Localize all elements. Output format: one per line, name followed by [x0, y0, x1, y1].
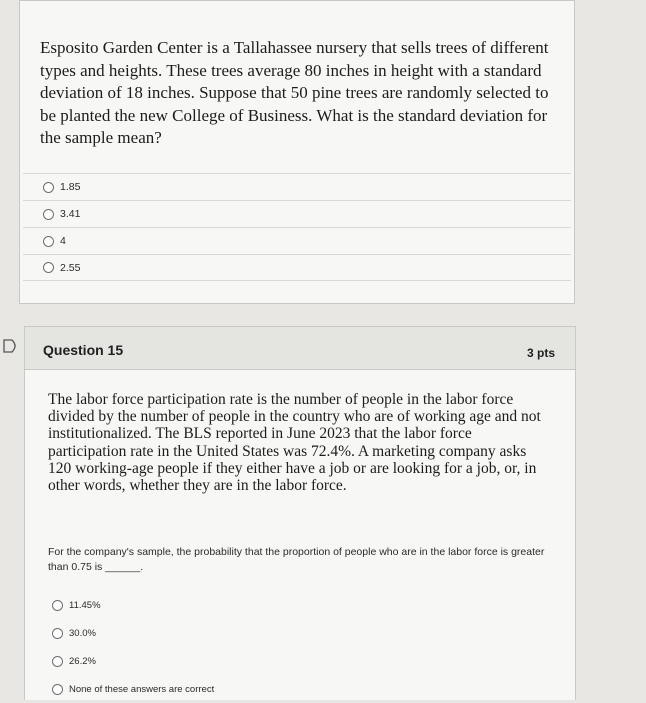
radio-button[interactable]	[43, 209, 54, 220]
answer-label: 1.85	[60, 181, 81, 193]
answer-label: 4	[60, 235, 66, 247]
question-14-answers	[23, 173, 571, 281]
answer-label: 2.55	[60, 261, 81, 274]
question-15-answers	[28, 591, 572, 703]
question-15-header	[25, 327, 575, 370]
answer-option[interactable]	[23, 227, 571, 254]
answer-label: None of these answers are correct	[69, 683, 215, 695]
radio-button[interactable]	[52, 656, 63, 667]
answer-option[interactable]	[23, 173, 571, 200]
question-15-prompt: For the company's sample, the probability that the proportion of people who are in the labor force is greater than 0.75 is ______.	[48, 546, 545, 573]
answer-option[interactable]	[23, 254, 571, 281]
radio-button[interactable]	[52, 600, 63, 611]
answer-option[interactable]	[28, 591, 572, 619]
question-14-text: Esposito Garden Center is a Tallahassee nursery that sells trees of different types and heights. These trees average 80 inches in height with a standard deviation of 18 inches. Suppose that 50 pine trees are randomly selected to be planted the new College of Business. What is the standard deviation for the sample mean?	[40, 38, 549, 147]
answer-option[interactable]	[23, 200, 571, 227]
answer-label: 11.45%	[69, 599, 101, 611]
question-15-text: The labor force participation rate is the number of people in the labor force divided by the number of people in the country who are of working age and not institutionalized. The BLS reported in June 2023 that the labor force participation rate in the United States was 72.4%. A marketing company asks 120 working-age people if they either have a job or are looking for a job, or, in other words, whether they are in the labor force.	[48, 391, 541, 495]
flag-icon[interactable]	[2, 338, 20, 354]
answer-option[interactable]	[28, 675, 572, 703]
answer-label: 3.41	[60, 208, 81, 220]
answer-option[interactable]	[28, 619, 572, 647]
radio-button[interactable]	[43, 182, 54, 193]
answer-label: 26.2%	[69, 655, 96, 667]
question-15-card	[24, 326, 576, 700]
answer-option[interactable]	[28, 647, 572, 675]
answer-label: 30.0%	[69, 627, 96, 639]
question-14-card	[19, 0, 575, 304]
radio-button[interactable]	[52, 684, 63, 695]
question-title: Question 15	[43, 342, 124, 358]
radio-button[interactable]	[43, 262, 54, 273]
radio-button[interactable]	[52, 628, 63, 639]
radio-button[interactable]	[43, 236, 54, 247]
question-points: 3 pts	[526, 346, 555, 360]
